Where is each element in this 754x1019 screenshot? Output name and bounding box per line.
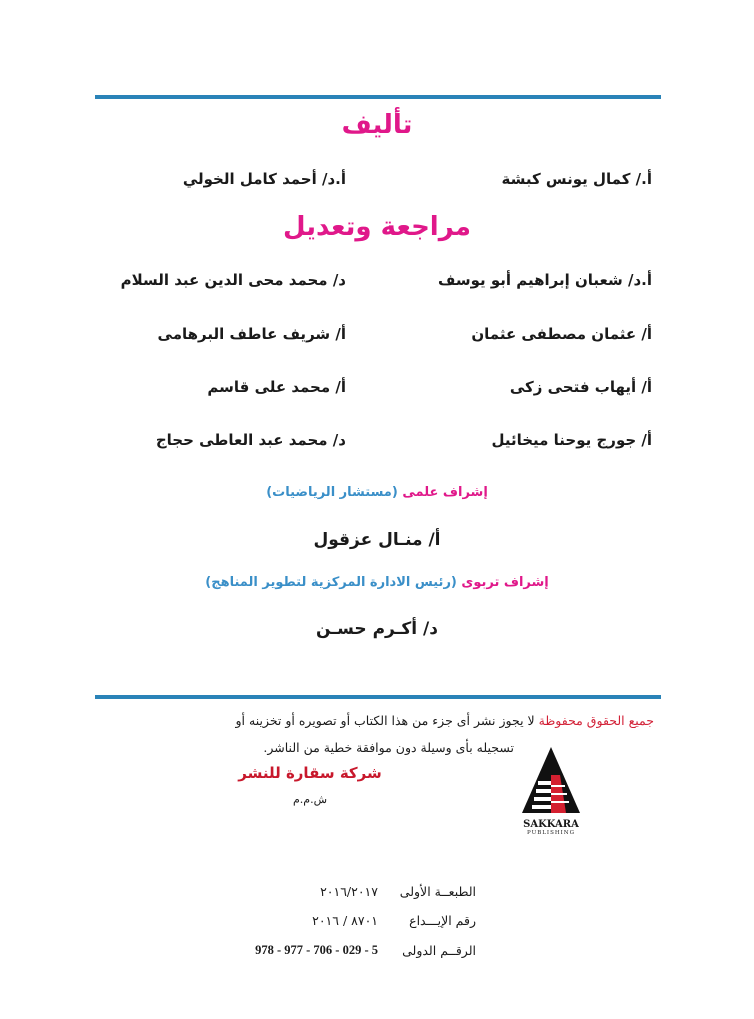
company-type: ش.م.م (292, 793, 328, 806)
rights-reserved: جميع الحقوق محفوظة (538, 713, 654, 728)
deposit-number-row: رقم الإيـــداع ٨٧٠١ / ٢٠١٦ (312, 913, 476, 928)
logo-text: SAKKARA (523, 819, 579, 830)
author-2: أ.د/ أحمد كامل الخولي (182, 170, 346, 188)
copyright-line-2: تسجيله بأى وسيلة دون موافقة خطية من الناشر. (263, 740, 514, 755)
educational-supervision (0, 575, 754, 590)
reviewer: د/ محمد عبد العاطى حجاج (155, 431, 346, 449)
top-divider (95, 95, 661, 99)
scientific-role: (مستشار الرياضيات) (266, 485, 398, 500)
reviewer: د/ محمد محى الدين عبد السلام (120, 271, 346, 289)
educational-role: (رئيس الادارة المركزية لتطوير المناهج) (205, 575, 457, 590)
reviewer: أ.د/ شعبان إبراهيم أبو يوسف (437, 271, 652, 289)
educational-label: إشراف تربوى (461, 575, 549, 590)
reviewer: أ/ شريف عاطف البرهامى (157, 325, 346, 343)
pyramid-icon (520, 745, 582, 815)
copyright-line-1: جميع الحقوق محفوظة لا يجوز نشر أى جزء من هذا الكتاب أو تصويره أو تخزينه أو (235, 713, 654, 728)
scientific-supervisor-name: أ/ منـال عزقول (313, 530, 441, 550)
reviewer: أ/ محمد على قاسم (207, 378, 346, 396)
scientific-supervision (0, 485, 754, 500)
authorship-heading: تأليف (341, 110, 413, 140)
bottom-divider (95, 695, 661, 699)
edition-row: الطبعــة الأولى ٢٠١٦/٢٠١٧ (320, 884, 476, 899)
publisher-name: شركة سقارة للنشر (238, 764, 382, 782)
reviewer: أ/ عثمان مصطفى عثمان (471, 325, 652, 343)
educational-supervisor-name: د/ أكـرم حسـن (316, 619, 438, 639)
reviewer: أ/ جورج يوحنا ميخائيل (491, 431, 652, 449)
isbn-row: الرقــم الدولى 978 - 977 - 706 - 029 - 5 (255, 943, 476, 958)
review-heading: مراجعة وتعديل (282, 212, 471, 242)
reviewer: أ/ أيهاب فتحى زكى (509, 378, 652, 396)
sakkara-logo (520, 745, 582, 835)
scientific-label: إشراف علمى (402, 485, 488, 500)
logo-subtext: PUBLISHING (526, 830, 576, 836)
author-1: أ./ كمال يونس كبشة (501, 170, 652, 188)
